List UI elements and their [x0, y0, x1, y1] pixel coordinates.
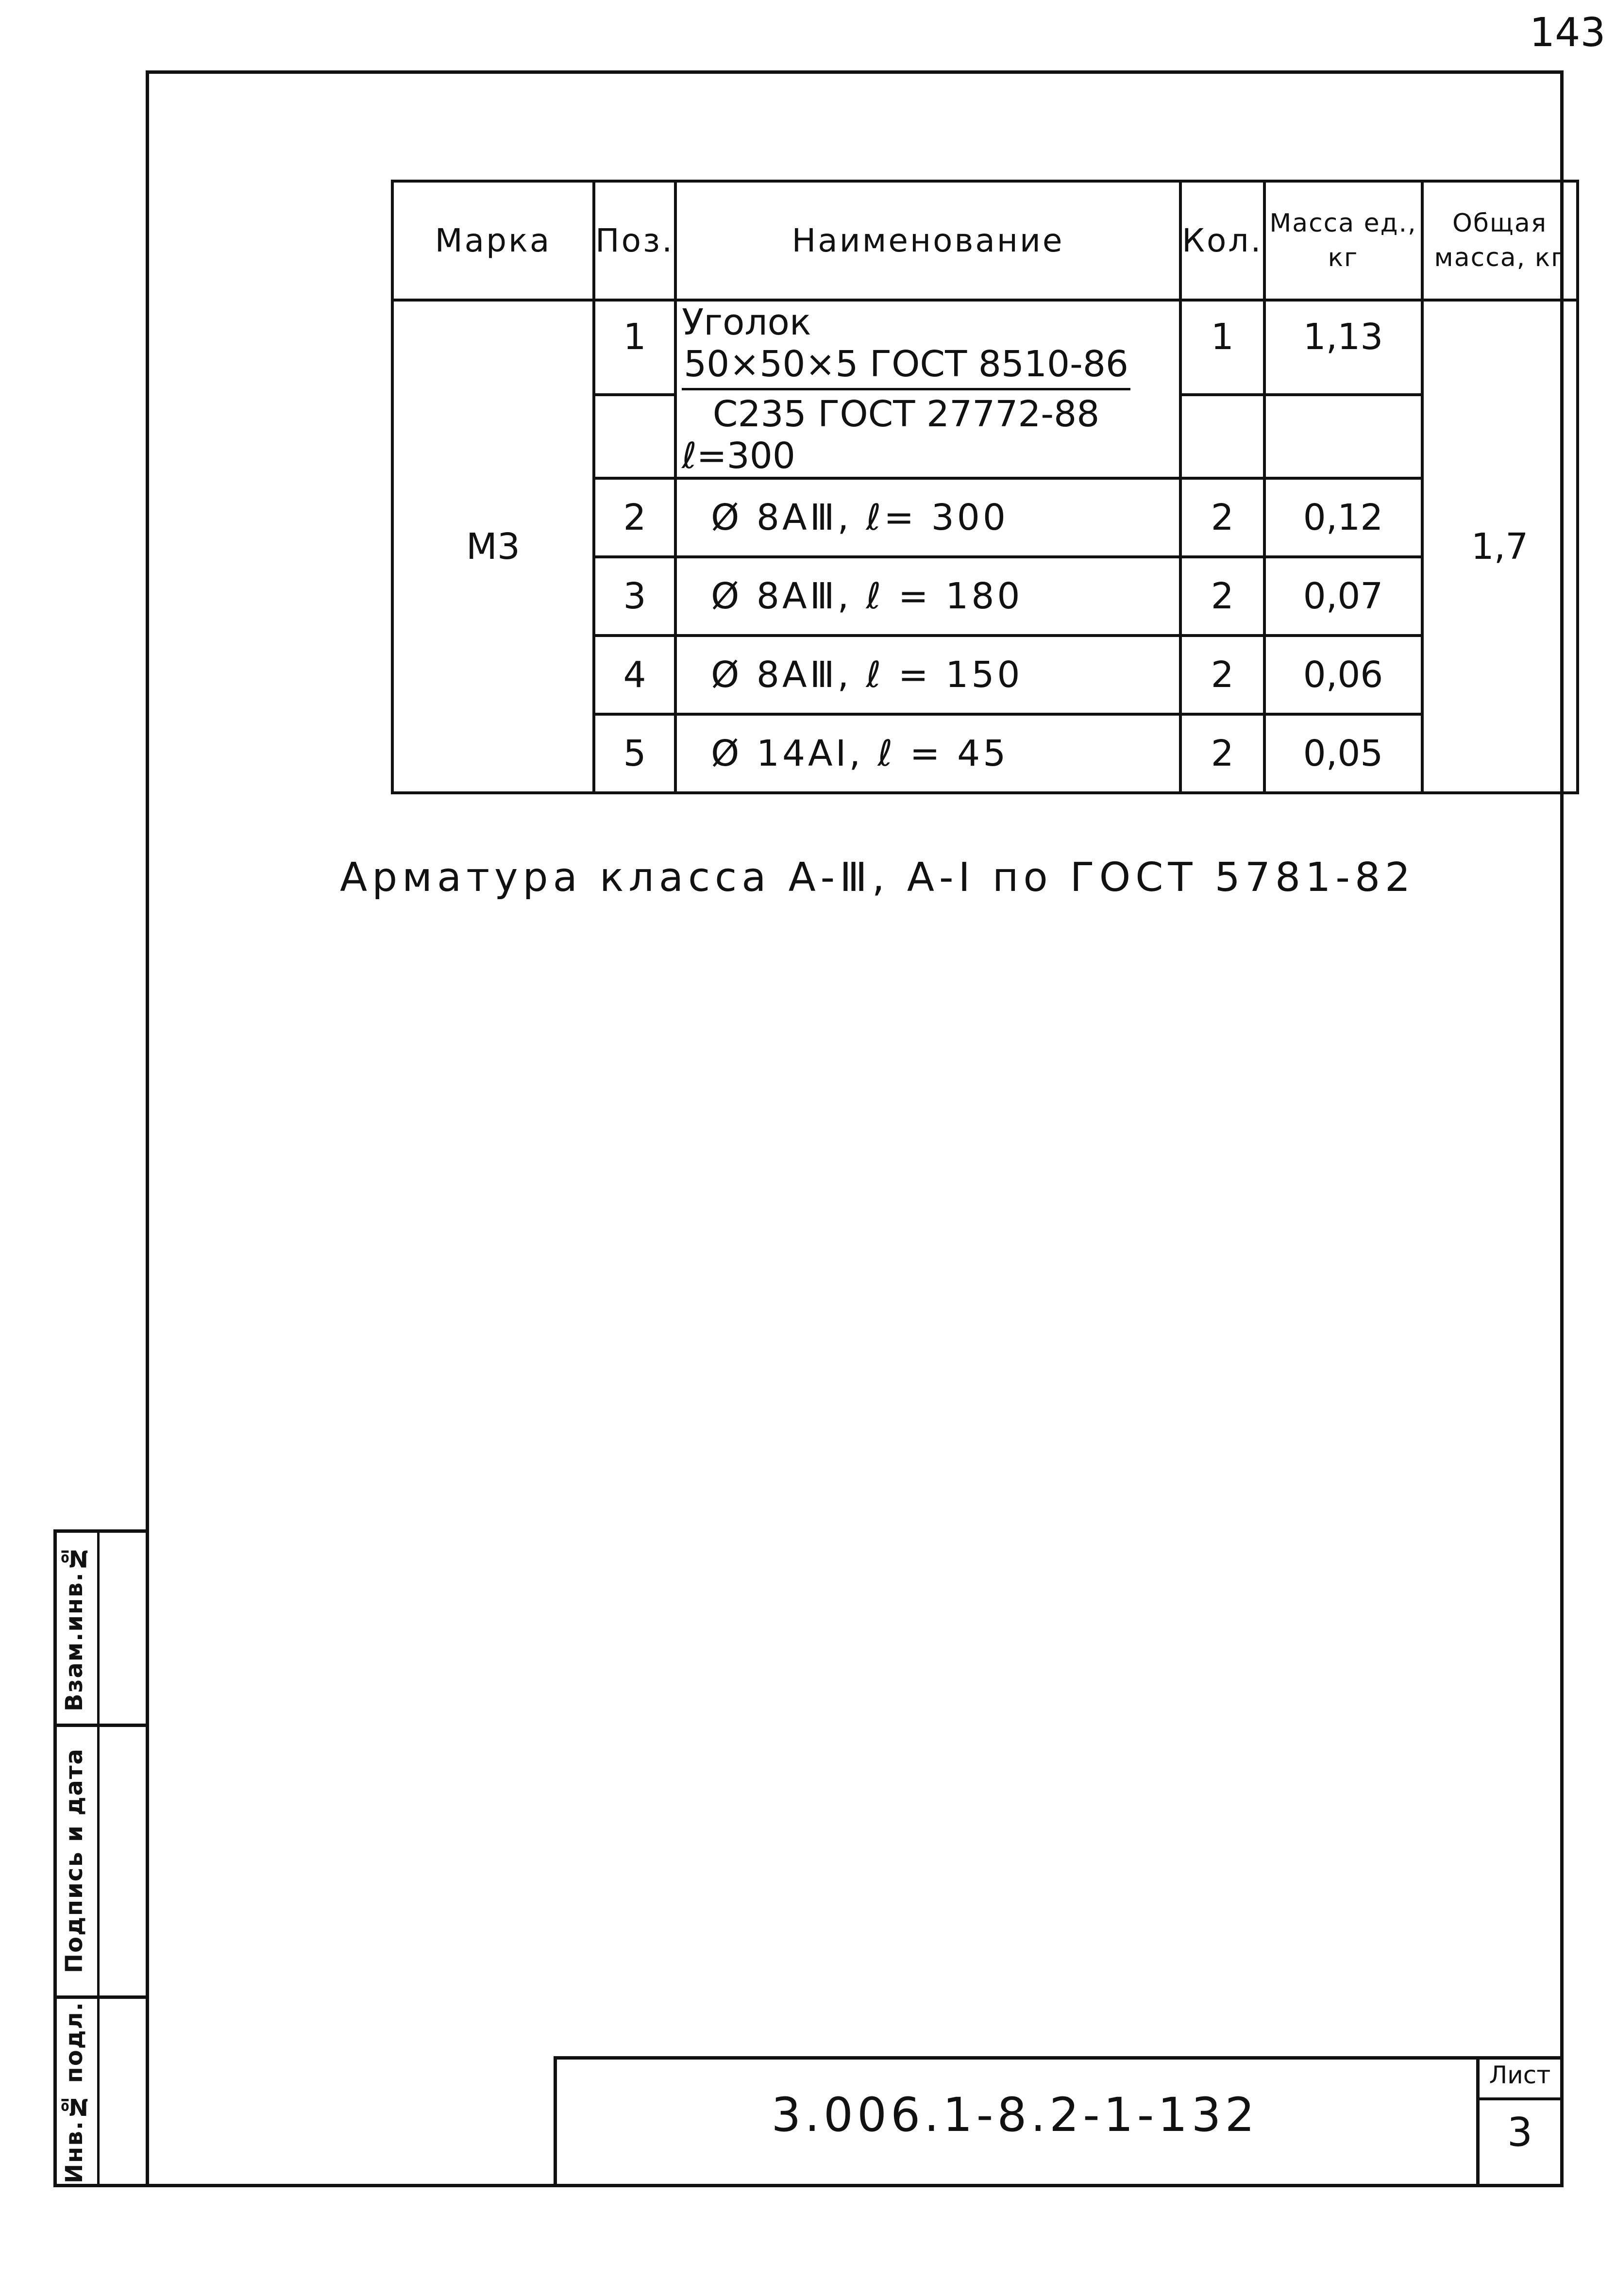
document-code: 3.006.1-8.2-1-132 [771, 2088, 1259, 2142]
sheet-label: Лист [1489, 2061, 1551, 2089]
side-stamp-divider [57, 1995, 146, 1999]
header-pos: Поз. [594, 181, 675, 300]
angle-prefix: Уголок [682, 302, 811, 343]
angle-length: ℓ=300 [682, 435, 795, 477]
unit-mass-cell: 0,05 [1264, 714, 1422, 793]
unit-mass-cell: 0,12 [1264, 478, 1422, 557]
name-cell: Ø 8АⅢ, ℓ= 300 [675, 478, 1180, 557]
replaced-inv-label: Взам.инв.№ [61, 1543, 88, 1712]
inv-orig-label: Инв.№ подл. [61, 2001, 88, 2184]
pos-cell: 2 [594, 478, 675, 557]
header-qty: Кол. [1180, 181, 1264, 300]
qty-cell: 2 [1180, 636, 1264, 714]
pos-cell-empty [594, 395, 675, 478]
pos-cell: 5 [594, 714, 675, 793]
angle-spec-denominator: С235 ГОСТ 27772-88 [712, 393, 1100, 435]
qty-cell: 1 [1180, 300, 1264, 395]
unit-mass-cell: 1,13 [1264, 300, 1422, 395]
angle-spec-fraction [682, 343, 1130, 435]
name-cell: Ø 14АI, ℓ = 45 [675, 714, 1180, 793]
pos-cell: 3 [594, 557, 675, 636]
header-unit-mass: Масса ед., кг [1264, 181, 1422, 300]
header-mark: Марка [392, 181, 594, 300]
qty-cell: 2 [1180, 714, 1264, 793]
reinforcement-note: Арматура класса А-Ⅲ, А-I по ГОСТ 5781-82 [340, 855, 1415, 901]
side-stamp-divider-vertical [97, 1529, 100, 2187]
angle-spec-numerator: 50×50×5 ГОСТ 8510-86 [682, 343, 1130, 390]
name-cell-angle [675, 300, 1180, 478]
side-stamp-divider [57, 1724, 146, 1727]
name-cell: Ø 8АⅢ, ℓ = 180 [675, 557, 1180, 636]
pos-cell: 1 [594, 300, 675, 395]
qty-cell: 2 [1180, 478, 1264, 557]
header-name: Наименование [675, 181, 1180, 300]
specification-table [391, 180, 1579, 794]
table-row [392, 300, 1578, 395]
name-cell: Ø 8АⅢ, ℓ = 150 [675, 636, 1180, 714]
pos-cell: 4 [594, 636, 675, 714]
qty-cell: 2 [1180, 557, 1264, 636]
table-header-row [392, 181, 1578, 300]
header-total-mass: Общая масса, кг [1422, 181, 1578, 300]
signature-date-label: Подпись и дата [61, 1748, 88, 1974]
mark-cell: М3 [392, 300, 594, 793]
sheet-box-divider [1476, 2097, 1564, 2100]
total-mass-cell: 1,7 [1422, 300, 1578, 793]
qty-cell-empty [1180, 395, 1264, 478]
sheet-number: 3 [1507, 2110, 1533, 2156]
page-number: 143 [1530, 10, 1606, 56]
unit-mass-cell: 0,07 [1264, 557, 1422, 636]
unit-mass-cell-empty [1264, 395, 1422, 478]
unit-mass-cell: 0,06 [1264, 636, 1422, 714]
